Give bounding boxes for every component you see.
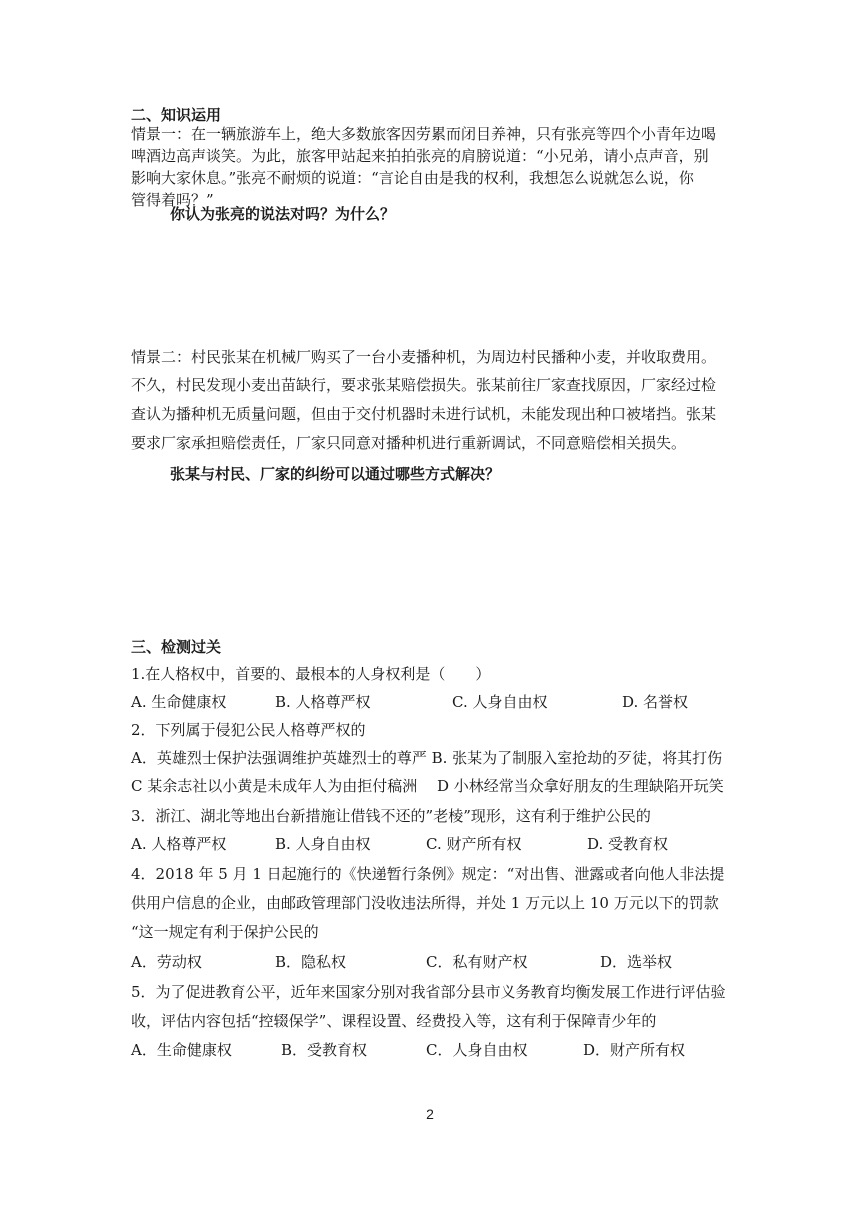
q1-stem: 1.在人格权中，首要的、最根本的人身权利是（ ） — [131, 665, 491, 683]
q3-stem: 3．浙江、湖北等地出台新措施让借钱不还的”老棱”现形，这有利于维护公民的 — [131, 807, 651, 825]
q2-options-line: C 某余志社以小黄是未成年人为由拒付稿洲 D 小林经常当众拿好朋友的生理缺陷开玩笑 — [131, 777, 724, 795]
scenario2-line: 不久，村民发现小麦出苗缺行，要求张某赔偿损失。张某前往厂家查找原因，厂家经过检 — [131, 376, 717, 394]
q1-option-c: C. 人身自由权 — [452, 693, 548, 711]
q5-stem-line: 收，评估内容包括“控辍保学”、课程设置、经费投入等，这有利于保障青少年的 — [131, 1012, 657, 1030]
q4-stem-line: 4．2018 年 5 月 1 日起施行的《快递暂行条例》规定：“对出售、泄露或者向他人非法提 — [131, 865, 725, 883]
q4-stem-line: 供用户信息的企业，由邮政管理部门没收违法所得，并处 1 万元以上 10 万元以下的罚款 — [131, 894, 719, 912]
scenario1-line: 情景一：在一辆旅游车上，绝大多数旅客因劳累而闭目养神，只有张亮等四个小青年边喝 — [131, 125, 717, 143]
q5-option-a: A．生命健康权 — [131, 1041, 232, 1059]
page-number: 2 — [426, 1106, 434, 1122]
q2-options-line: A．英雄烈士保护法强调维护英雄烈士的尊严 B. 张某为了制服入室抢劫的歹徒，将其打伤 — [131, 749, 723, 767]
q4-option-d: D．选举权 — [600, 953, 673, 971]
q4-option-a: A．劳动权 — [131, 953, 202, 971]
q3-option-a: A. 人格尊严权 — [131, 835, 227, 853]
q1-option-d: D. 名誉权 — [622, 693, 689, 711]
q2-stem: 2．下列属于侵犯公民人格尊严权的 — [131, 721, 366, 739]
q5-option-d: D．财产所有权 — [583, 1041, 686, 1059]
q3-option-d: D. 受教育权 — [587, 835, 669, 853]
q4-option-b: B．隐私权 — [275, 953, 347, 971]
scenario1-line: 影响大家休息。”张亮不耐烦的说道：“言论自由是我的权利，我想怎么说就怎么说，你 — [131, 169, 694, 187]
scenario1-line: 管得着吗？” — [131, 191, 214, 209]
q5-stem-line: 5．为了促进教育公平，近年来国家分别对我省部分县市义务教育均衡发展工作进行评估验 — [131, 983, 726, 1001]
section3-heading: 三、检测过关 — [131, 638, 222, 656]
scenario2-line: 查认为播种机无质量问题，但由于交付机器时未进行试机，未能发现出种口被堵挡。张某 — [131, 405, 717, 423]
q4-option-c: C．私有财产权 — [426, 953, 528, 971]
question1: 你认为张亮的说法对吗？为什么？ — [170, 205, 396, 223]
section2-heading: 二、知识运用 — [131, 106, 222, 124]
scenario2-line: 要求厂家承担赔偿责任，厂家只同意对播种机进行重新调试，不同意赔偿相关损失。 — [131, 434, 687, 452]
q5-option-c: C．人身自由权 — [426, 1041, 528, 1059]
q5-option-b: B．受教育权 — [281, 1041, 368, 1059]
scenario1-line: 啤酒边高声谈笑。为此，旅客甲站起来拍拍张亮的肩膀说道：“小兄弟，请小点声音，别 — [131, 147, 709, 165]
q3-option-b: B. 人身自由权 — [275, 835, 371, 853]
scenario2-line: 情景二：村民张某在机械厂购买了一台小麦播种机，为周边村民播种小麦，并收取费用。 — [131, 348, 717, 366]
q1-option-a: A. 生命健康权 — [131, 693, 227, 711]
q1-option-b: B. 人格尊严权 — [275, 693, 371, 711]
q4-stem-line: “这一规定有利于保护公民的 — [131, 923, 319, 941]
question2: 张某与村民、厂家的纠纷可以通过哪些方式解决？ — [170, 465, 501, 483]
q3-option-c: C. 财产所有权 — [426, 835, 522, 853]
